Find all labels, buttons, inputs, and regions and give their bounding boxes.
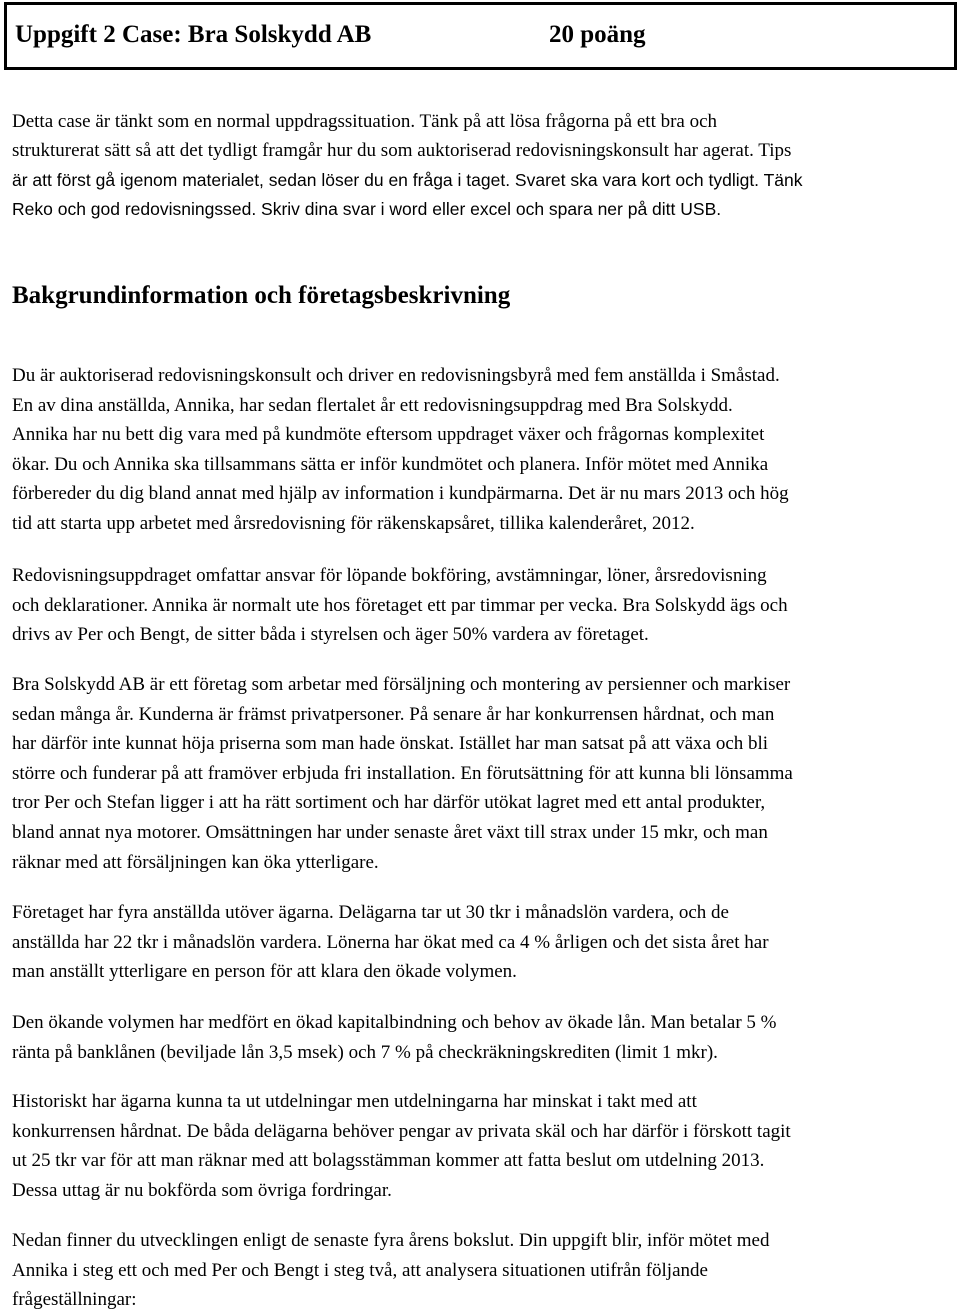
intro-line: Reko och god redovisningssed. Skriv dina svar i word eller excel och spara ner på ditt USB.	[12, 198, 722, 219]
paragraph-line: Du är auktoriserad redovisningskonsult och driver en redovisningsbyrå med fem anställda i Småstad.	[12, 365, 780, 386]
assignment-header	[4, 2, 957, 70]
paragraph-line: En av dina anställda, Annika, har sedan flertalet år ett redovisningsuppdrag med Bra Solskydd.	[12, 394, 733, 416]
paragraph-line: Nedan finner du utvecklingen enligt de senaste fyra årens bokslut. Din uppgift blir, inför mötet med	[12, 1230, 770, 1251]
section-heading: Bakgrundinformation och företagsbeskrivning	[12, 282, 511, 309]
paragraph-employees	[12, 898, 947, 987]
assignment-title: Uppgift 2 Case: Bra Solskydd AB	[15, 21, 372, 48]
paragraph-background	[12, 361, 947, 539]
paragraph-line: räknar med att försäljningen kan öka ytterligare.	[12, 851, 379, 873]
paragraph-line: och deklarationer. Annika är normalt ute hos företaget ett par timmar per vecka. Bra Solskydd ägs och	[12, 594, 788, 616]
intro-line: strukturerat sätt så att det tydligt framgår hur du som auktoriserad redovisningskonsult har agerat. Tips	[12, 140, 792, 162]
paragraph-line: anställda har 22 tkr i månadslön vardera. Lönerna har ökat med ca 4 % årligen och det sista året har	[12, 931, 769, 953]
paragraph-line: större och funderar på att framöver erbjuda fri installation. En förutsättning för att kunna bli lönsamma	[12, 762, 793, 784]
paragraph-line: Dessa uttag är nu bokförda som övriga fordringar.	[12, 1179, 392, 1201]
paragraph-line: ränta på banklånen (beviljade lån 3,5 msek) och 7 % på checkräkningskrediten (limit 1 mkr).	[12, 1041, 718, 1063]
paragraph-company-description	[12, 670, 947, 877]
paragraph-line: Företaget har fyra anställda utöver ägarna. Delägarna tar ut 30 tkr i månadslön vardera, och de	[12, 902, 729, 923]
paragraph-line: drivs av Per och Bengt, de sitter båda i styrelsen och äger 50% vardera av företaget.	[12, 624, 649, 646]
paragraph-line: Den ökande volymen har medfört en ökad kapitalbindning och behov av ökade lån. Man betalar 5 %	[12, 1012, 777, 1033]
paragraph-line: förbereder du dig bland annat med hjälp av information i kundpärmarna. Det är nu mars 2013 och hög	[12, 483, 789, 505]
assignment-points: 20 poäng	[549, 21, 646, 48]
paragraph-financing	[12, 1008, 947, 1067]
paragraph-line: har därför inte kunnat höja priserna som man hade önskat. Istället har man satsat på att växa och bli	[12, 733, 769, 755]
paragraph-line: Redovisningsuppdraget omfattar ansvar för löpande bokföring, avstämningar, löner, årsredovisning	[12, 565, 767, 586]
paragraph-line: Annika i steg ett och med Per och Bengt i steg två, att analysera situationen utifrån följande	[12, 1259, 708, 1281]
paragraph-line: tid att starta upp arbetet med årsredovisning för räkenskapsåret, tillika kalenderåret, 2012.	[12, 512, 695, 534]
paragraph-dividends	[12, 1087, 947, 1205]
paragraph-assignment-scope	[12, 561, 947, 650]
paragraph-line: man anställt ytterligare en person för att klara den ökade volymen.	[12, 961, 517, 983]
paragraph-line: ut 25 tkr var för att man räknar med att bolagsstämman kommer att fatta beslut om utdelning 2013.	[12, 1150, 765, 1172]
intro-paragraph	[12, 107, 942, 224]
paragraph-line: sedan många år. Kunderna är främst privatpersoner. På senare år har konkurrensen hårdnat, och man	[12, 703, 775, 725]
paragraph-task-intro	[12, 1226, 947, 1315]
paragraph-line: tror Per och Stefan ligger i att ha rätt sortiment och har därför utökat lagret med ett antal produkter,	[12, 792, 766, 814]
paragraph-line: konkurrensen hårdnat. De båda delägarna behöver pengar av privata skäl och har därför i förskott tagit	[12, 1120, 791, 1142]
intro-line: är att först gå igenom materialet, sedan löser du en fråga i taget. Svaret ska vara kort och tydligt. Tänk	[12, 169, 803, 190]
paragraph-line: Bra Solskydd AB är ett företag som arbetar med försäljning och montering av persienner och markiser	[12, 674, 791, 695]
paragraph-line: frågeställningar:	[12, 1289, 137, 1311]
paragraph-line: Annika har nu bett dig vara med på kundmöte eftersom uppdraget växer och frågornas komplexitet	[12, 424, 765, 446]
paragraph-line: Historiskt har ägarna kunna ta ut utdelningar men utdelningarna har minskat i takt med att	[12, 1091, 697, 1112]
paragraph-line: bland annat nya motorer. Omsättningen har under senaste året växt till strax under 15 mkr, och man	[12, 821, 768, 843]
paragraph-line: ökar. Du och Annika ska tillsammans sätta er inför kundmötet och planera. Inför mötet med Annika	[12, 453, 769, 475]
intro-line: Detta case är tänkt som en normal uppdragssituation. Tänk på att lösa frågorna på ett bra och	[12, 111, 718, 132]
